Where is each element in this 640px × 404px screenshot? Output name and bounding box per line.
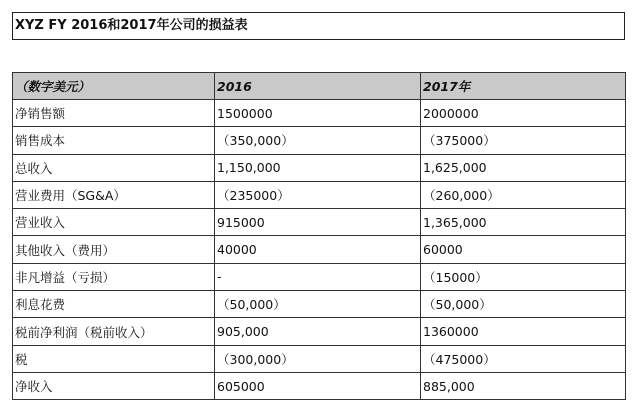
table-row bbox=[13, 263, 626, 290]
cell-2016: - bbox=[215, 263, 421, 290]
row-label: 非凡增益（亏损） bbox=[13, 263, 215, 290]
cell-2016: （300,000） bbox=[215, 345, 421, 372]
cell-2017: （260,000） bbox=[421, 181, 626, 208]
row-label: 销售成本 bbox=[13, 127, 215, 154]
table-row bbox=[13, 372, 626, 399]
table-row bbox=[13, 181, 626, 208]
row-label: 税前净利润（税前收入） bbox=[13, 318, 215, 345]
cell-2016: 605000 bbox=[215, 372, 421, 399]
row-label: 税 bbox=[13, 345, 215, 372]
header-2016: 2016 bbox=[215, 73, 421, 100]
cell-2016: 915000 bbox=[215, 209, 421, 236]
cell-2017: 1,365,000 bbox=[421, 209, 626, 236]
table-header-row bbox=[13, 73, 626, 100]
page-title: XYZ FY 2016和2017年公司的损益表 bbox=[12, 12, 625, 40]
table-row bbox=[13, 291, 626, 318]
cell-2017: 1360000 bbox=[421, 318, 626, 345]
cell-2017: 885,000 bbox=[421, 372, 626, 399]
cell-2017: 2000000 bbox=[421, 100, 626, 127]
cell-2017: 1,625,000 bbox=[421, 154, 626, 181]
table-row bbox=[13, 127, 626, 154]
cell-2016: （235000） bbox=[215, 181, 421, 208]
row-label: 净销售额 bbox=[13, 100, 215, 127]
cell-2016: 1,150,000 bbox=[215, 154, 421, 181]
cell-2017: （50,000） bbox=[421, 291, 626, 318]
cell-2017: （375000） bbox=[421, 127, 626, 154]
cell-2017: （475000） bbox=[421, 345, 626, 372]
table-row bbox=[13, 154, 626, 181]
row-label: 营业费用（SG&A） bbox=[13, 181, 215, 208]
table-row bbox=[13, 209, 626, 236]
cell-2016: 40000 bbox=[215, 236, 421, 263]
cell-2017: 60000 bbox=[421, 236, 626, 263]
header-2017: 2017年 bbox=[421, 73, 626, 100]
cell-2016: （50,000） bbox=[215, 291, 421, 318]
row-label: 总收入 bbox=[13, 154, 215, 181]
table-row bbox=[13, 345, 626, 372]
row-label: 其他收入（费用） bbox=[13, 236, 215, 263]
table-row bbox=[13, 236, 626, 263]
header-units: （数字美元） bbox=[13, 73, 215, 100]
row-label: 净收入 bbox=[13, 372, 215, 399]
table-row bbox=[13, 100, 626, 127]
income-statement-table bbox=[12, 72, 626, 400]
cell-2017: （15000） bbox=[421, 263, 626, 290]
row-label: 营业收入 bbox=[13, 209, 215, 236]
cell-2016: 905,000 bbox=[215, 318, 421, 345]
cell-2016: 1500000 bbox=[215, 100, 421, 127]
table-row bbox=[13, 318, 626, 345]
cell-2016: （350,000） bbox=[215, 127, 421, 154]
row-label: 利息花费 bbox=[13, 291, 215, 318]
